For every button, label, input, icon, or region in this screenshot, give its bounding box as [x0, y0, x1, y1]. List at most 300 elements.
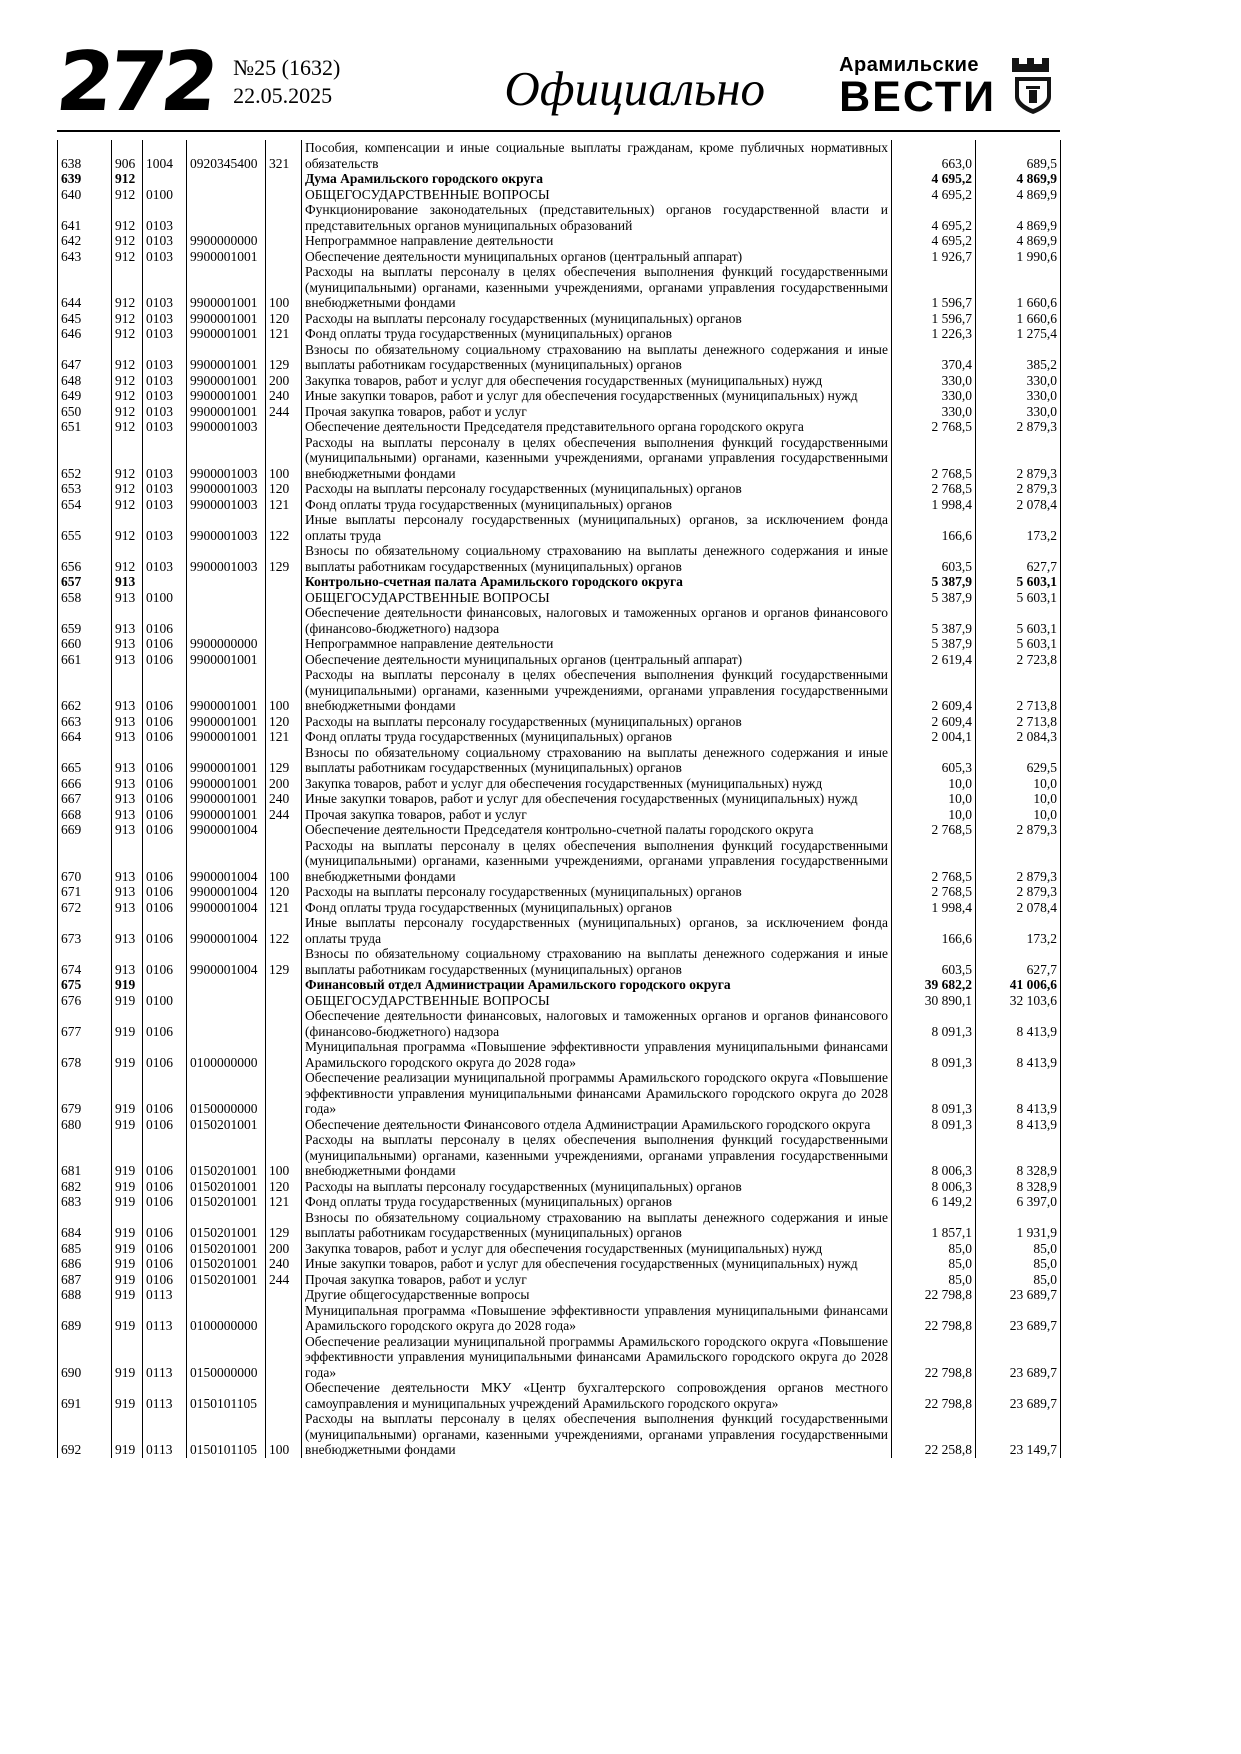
cell-grbs: 919 — [112, 1008, 143, 1039]
cell-n: 665 — [58, 745, 112, 776]
cell-grbs: 913 — [112, 590, 143, 606]
cell-name: Расходы на выплаты персоналу в целях обеспечения выполнения функций государственными (муниципальными) органами, казенными учреждениями, органами управления государственными внебюджетными фондами — [302, 667, 892, 714]
cell-rz: 0103 — [143, 419, 187, 435]
cell-csr: 0150000000 — [187, 1334, 266, 1381]
cell-vr: 321 — [266, 140, 302, 171]
table-row — [58, 388, 1061, 404]
cell-grbs: 913 — [112, 915, 143, 946]
cell-grbs: 912 — [112, 481, 143, 497]
cell-s1: 2 768,5 — [892, 838, 976, 885]
cell-rz: 0106 — [143, 1241, 187, 1257]
cell-s2: 627,7 — [976, 946, 1061, 977]
cell-s1: 10,0 — [892, 776, 976, 792]
cell-csr: 9900001001 — [187, 249, 266, 265]
cell-csr: 0100000000 — [187, 1039, 266, 1070]
cell-name: Финансовый отдел Администрации Арамильского городского округа — [302, 977, 892, 993]
cell-s2: 5 603,1 — [976, 590, 1061, 606]
cell-grbs: 912 — [112, 435, 143, 482]
cell-s1: 370,4 — [892, 342, 976, 373]
cell-csr: 9900001001 — [187, 791, 266, 807]
cell-grbs: 906 — [112, 140, 143, 171]
cell-n: 638 — [58, 140, 112, 171]
cell-s1: 4 695,2 — [892, 171, 976, 187]
cell-name: Расходы на выплаты персоналу в целях обеспечения выполнения функций государственными (муниципальными) органами, казенными учреждениями, органами управления государственными внебюджетными фондами — [302, 435, 892, 482]
cell-n: 661 — [58, 652, 112, 668]
cell-grbs: 919 — [112, 1411, 143, 1458]
cell-grbs: 912 — [112, 373, 143, 389]
cell-s1: 22 798,8 — [892, 1303, 976, 1334]
table-row — [58, 1179, 1061, 1195]
cell-s1: 2 768,5 — [892, 435, 976, 482]
cell-n: 662 — [58, 667, 112, 714]
brand-name — [839, 54, 996, 121]
cell-csr — [187, 977, 266, 993]
table-row — [58, 977, 1061, 993]
cell-csr: 0150201001 — [187, 1241, 266, 1257]
cell-name: Расходы на выплаты персоналу в целях обеспечения выполнения функций государственными (муниципальными) органами, казенными учреждениями, органами управления государственными внебюджетными фондами — [302, 838, 892, 885]
table-row — [58, 1303, 1061, 1334]
cell-name: Иные выплаты персоналу государственных (муниципальных) органов, за исключением фонда оплаты труда — [302, 512, 892, 543]
cell-name: Взносы по обязательному социальному страхованию на выплаты денежного содержания и иные выплаты работникам государственных (муниципальных) органов — [302, 543, 892, 574]
cell-s1: 603,5 — [892, 543, 976, 574]
cell-grbs: 913 — [112, 636, 143, 652]
table-row — [58, 822, 1061, 838]
cell-s2: 5 603,1 — [976, 574, 1061, 590]
issue-number: №25 (1632) — [233, 55, 341, 80]
cell-s1: 1 226,3 — [892, 326, 976, 342]
cell-grbs: 912 — [112, 497, 143, 513]
cell-csr: 0150101105 — [187, 1380, 266, 1411]
cell-s2: 4 869,9 — [976, 187, 1061, 203]
cell-s1: 30 890,1 — [892, 993, 976, 1009]
table-row — [58, 636, 1061, 652]
cell-n: 642 — [58, 233, 112, 249]
cell-vr: 121 — [266, 729, 302, 745]
cell-grbs: 912 — [112, 512, 143, 543]
cell-n: 684 — [58, 1210, 112, 1241]
cell-vr — [266, 1334, 302, 1381]
cell-vr: 100 — [266, 264, 302, 311]
cell-s2: 385,2 — [976, 342, 1061, 373]
table-row — [58, 1334, 1061, 1381]
cell-s1: 1 926,7 — [892, 249, 976, 265]
cell-rz: 0106 — [143, 667, 187, 714]
table-row — [58, 404, 1061, 420]
cell-s1: 2 768,5 — [892, 419, 976, 435]
cell-grbs: 919 — [112, 1132, 143, 1179]
cell-n: 690 — [58, 1334, 112, 1381]
cell-grbs: 913 — [112, 667, 143, 714]
cell-s1: 8 006,3 — [892, 1179, 976, 1195]
table-row — [58, 776, 1061, 792]
cell-rz: 0103 — [143, 202, 187, 233]
section-title: Официально — [504, 61, 766, 116]
cell-grbs: 913 — [112, 605, 143, 636]
page-header — [52, 35, 1060, 130]
cell-csr: 9900001001 — [187, 652, 266, 668]
cell-n: 682 — [58, 1179, 112, 1195]
cell-name: Фонд оплаты труда государственных (муниципальных) органов — [302, 900, 892, 916]
cell-s2: 8 413,9 — [976, 1117, 1061, 1133]
cell-name: Обеспечение деятельности МКУ «Центр бухгалтерского сопровождения органов местного самоуправления и муниципальных учреждений Арамильского городского округа» — [302, 1380, 892, 1411]
cell-rz: 0113 — [143, 1287, 187, 1303]
cell-vr: 121 — [266, 497, 302, 513]
cell-s2: 10,0 — [976, 776, 1061, 792]
cell-csr: 0920345400 — [187, 140, 266, 171]
cell-vr: 100 — [266, 838, 302, 885]
cell-csr — [187, 993, 266, 1009]
cell-n: 680 — [58, 1117, 112, 1133]
cell-n: 666 — [58, 776, 112, 792]
cell-grbs: 913 — [112, 946, 143, 977]
cell-s1: 8 091,3 — [892, 1070, 976, 1117]
cell-grbs: 919 — [112, 1194, 143, 1210]
cell-csr: 9900001004 — [187, 822, 266, 838]
cell-csr: 9900001004 — [187, 946, 266, 977]
cell-name: Пособия, компенсации и иные социальные выплаты гражданам, кроме публичных нормативных обязательств — [302, 140, 892, 171]
cell-rz: 0106 — [143, 636, 187, 652]
table-row — [58, 714, 1061, 730]
cell-n: 668 — [58, 807, 112, 823]
table-row — [58, 652, 1061, 668]
issue-date: 22.05.2025 — [233, 83, 333, 108]
cell-csr: 9900001001 — [187, 311, 266, 327]
cell-grbs: 919 — [112, 1117, 143, 1133]
cell-vr: 121 — [266, 900, 302, 916]
cell-rz — [143, 171, 187, 187]
cell-vr: 120 — [266, 481, 302, 497]
cell-csr — [187, 202, 266, 233]
cell-s1: 2 768,5 — [892, 481, 976, 497]
cell-name: Дума Арамильского городского округа — [302, 171, 892, 187]
cell-vr — [266, 1008, 302, 1039]
cell-name: Расходы на выплаты персоналу государственных (муниципальных) органов — [302, 884, 892, 900]
cell-rz: 0103 — [143, 233, 187, 249]
cell-name: Иные закупки товаров, работ и услуг для обеспечения государственных (муниципальных) нужд — [302, 791, 892, 807]
cell-n: 660 — [58, 636, 112, 652]
table-row — [58, 1132, 1061, 1179]
cell-s2: 23 689,7 — [976, 1303, 1061, 1334]
table-row — [58, 574, 1061, 590]
cell-name: Обеспечение деятельности Председателя представительного органа городского округа — [302, 419, 892, 435]
cell-n: 639 — [58, 171, 112, 187]
cell-csr: 9900001001 — [187, 745, 266, 776]
cell-name: Фонд оплаты труда государственных (муниципальных) органов — [302, 497, 892, 513]
cell-name: ОБЩЕГОСУДАРСТВЕННЫЕ ВОПРОСЫ — [302, 993, 892, 1009]
cell-s1: 2 768,5 — [892, 884, 976, 900]
table-row — [58, 171, 1061, 187]
table-row — [58, 543, 1061, 574]
cell-s1: 4 695,2 — [892, 233, 976, 249]
cell-s2: 629,5 — [976, 745, 1061, 776]
table-row — [58, 1411, 1061, 1458]
cell-vr — [266, 171, 302, 187]
cell-n: 663 — [58, 714, 112, 730]
cell-vr: 120 — [266, 714, 302, 730]
cell-s2: 23 689,7 — [976, 1287, 1061, 1303]
table-row — [58, 1194, 1061, 1210]
cell-s1: 22 798,8 — [892, 1380, 976, 1411]
cell-s1: 6 149,2 — [892, 1194, 976, 1210]
cell-n: 685 — [58, 1241, 112, 1257]
cell-rz: 0103 — [143, 497, 187, 513]
table-row — [58, 1117, 1061, 1133]
cell-n: 678 — [58, 1039, 112, 1070]
cell-s1: 10,0 — [892, 791, 976, 807]
cell-s2: 2 078,4 — [976, 497, 1061, 513]
cell-n: 673 — [58, 915, 112, 946]
cell-grbs: 913 — [112, 714, 143, 730]
cell-n: 650 — [58, 404, 112, 420]
cell-grbs: 913 — [112, 900, 143, 916]
cell-csr: 9900001001 — [187, 373, 266, 389]
cell-s2: 1 990,6 — [976, 249, 1061, 265]
cell-csr: 0150201001 — [187, 1272, 266, 1288]
cell-grbs: 912 — [112, 233, 143, 249]
cell-grbs: 919 — [112, 1287, 143, 1303]
cell-s2: 5 603,1 — [976, 605, 1061, 636]
cell-rz: 0106 — [143, 900, 187, 916]
cell-rz: 0103 — [143, 481, 187, 497]
table-row — [58, 435, 1061, 482]
cell-vr — [266, 249, 302, 265]
cell-grbs: 919 — [112, 977, 143, 993]
cell-s2: 4 869,9 — [976, 171, 1061, 187]
cell-grbs: 919 — [112, 993, 143, 1009]
cell-vr: 240 — [266, 1256, 302, 1272]
cell-s2: 8 328,9 — [976, 1132, 1061, 1179]
cell-s1: 605,3 — [892, 745, 976, 776]
cell-s2: 23 149,7 — [976, 1411, 1061, 1458]
cell-s2: 85,0 — [976, 1241, 1061, 1257]
cell-csr: 9900001004 — [187, 915, 266, 946]
cell-name: Закупка товаров, работ и услуг для обеспечения государственных (муниципальных) нужд — [302, 776, 892, 792]
table-row — [58, 311, 1061, 327]
table-row — [58, 900, 1061, 916]
cell-s2: 330,0 — [976, 373, 1061, 389]
cell-name: Взносы по обязательному социальному страхованию на выплаты денежного содержания и иные выплаты работникам государственных (муниципальных) органов — [302, 745, 892, 776]
cell-csr: 0150101105 — [187, 1411, 266, 1458]
cell-vr: 120 — [266, 1179, 302, 1195]
cell-n: 675 — [58, 977, 112, 993]
cell-vr — [266, 993, 302, 1009]
cell-grbs: 919 — [112, 1241, 143, 1257]
cell-grbs: 913 — [112, 838, 143, 885]
cell-s1: 1 857,1 — [892, 1210, 976, 1241]
cell-n: 692 — [58, 1411, 112, 1458]
cell-rz: 0106 — [143, 1256, 187, 1272]
cell-vr — [266, 605, 302, 636]
cell-csr: 9900001001 — [187, 776, 266, 792]
cell-name: Расходы на выплаты персоналу в целях обеспечения выполнения функций государственными (муниципальными) органами, казенными учреждениями, органами управления государственными внебюджетными фондами — [302, 1132, 892, 1179]
cell-grbs: 913 — [112, 745, 143, 776]
cell-rz: 0106 — [143, 822, 187, 838]
cell-name: Функционирование законодательных (представительных) органов государственной власти и представительных органов муниципальных образований — [302, 202, 892, 233]
cell-rz: 0106 — [143, 884, 187, 900]
cell-rz: 0103 — [143, 404, 187, 420]
cell-s2: 1 660,6 — [976, 264, 1061, 311]
cell-rz: 1004 — [143, 140, 187, 171]
table-row — [58, 884, 1061, 900]
table-row — [58, 202, 1061, 233]
cell-grbs: 913 — [112, 574, 143, 590]
cell-n: 646 — [58, 326, 112, 342]
cell-s2: 8 328,9 — [976, 1179, 1061, 1195]
cell-vr: 129 — [266, 946, 302, 977]
cell-csr: 9900001001 — [187, 264, 266, 311]
cell-s2: 1 931,9 — [976, 1210, 1061, 1241]
table-row — [58, 373, 1061, 389]
cell-grbs: 912 — [112, 419, 143, 435]
cell-s2: 4 869,9 — [976, 202, 1061, 233]
cell-rz: 0106 — [143, 791, 187, 807]
cell-n: 671 — [58, 884, 112, 900]
cell-s1: 1 998,4 — [892, 497, 976, 513]
cell-n: 643 — [58, 249, 112, 265]
cell-s1: 85,0 — [892, 1256, 976, 1272]
cell-grbs: 912 — [112, 187, 143, 203]
issue-block — [233, 46, 340, 120]
cell-s2: 2 713,8 — [976, 667, 1061, 714]
table-row — [58, 497, 1061, 513]
cell-s2: 4 869,9 — [976, 233, 1061, 249]
cell-csr: 9900001001 — [187, 342, 266, 373]
cell-csr: 9900001001 — [187, 404, 266, 420]
cell-name: Обеспечение деятельности Председателя контрольно-счетной палаты городского округа — [302, 822, 892, 838]
cell-s2: 23 689,7 — [976, 1380, 1061, 1411]
cell-csr — [187, 187, 266, 203]
cell-n: 664 — [58, 729, 112, 745]
cell-s1: 166,6 — [892, 915, 976, 946]
cell-rz: 0106 — [143, 1194, 187, 1210]
cell-rz: 0113 — [143, 1380, 187, 1411]
cell-csr — [187, 574, 266, 590]
cell-n: 687 — [58, 1272, 112, 1288]
cell-name: ОБЩЕГОСУДАРСТВЕННЫЕ ВОПРОСЫ — [302, 590, 892, 606]
cell-n: 645 — [58, 311, 112, 327]
cell-n: 691 — [58, 1380, 112, 1411]
cell-n: 688 — [58, 1287, 112, 1303]
cell-vr — [266, 1303, 302, 1334]
cell-grbs: 912 — [112, 543, 143, 574]
budget-table-body — [58, 140, 1061, 1458]
cell-csr — [187, 590, 266, 606]
cell-rz: 0100 — [143, 590, 187, 606]
cell-name: Расходы на выплаты персоналу государственных (муниципальных) органов — [302, 714, 892, 730]
cell-n: 657 — [58, 574, 112, 590]
cell-name: Прочая закупка товаров, работ и услуг — [302, 807, 892, 823]
cell-s2: 2 879,3 — [976, 884, 1061, 900]
cell-s1: 5 387,9 — [892, 574, 976, 590]
cell-csr: 0150000000 — [187, 1070, 266, 1117]
cell-csr: 9900001003 — [187, 419, 266, 435]
cell-csr: 0150201001 — [187, 1194, 266, 1210]
cell-rz — [143, 574, 187, 590]
cell-s2: 2 713,8 — [976, 714, 1061, 730]
cell-name: Расходы на выплаты персоналу в целях обеспечения выполнения функций государственными (муниципальными) органами, казенными учреждениями, органами управления государственными внебюджетными фондами — [302, 1411, 892, 1458]
cell-s1: 8 091,3 — [892, 1117, 976, 1133]
table-row — [58, 1070, 1061, 1117]
cell-s2: 173,2 — [976, 512, 1061, 543]
cell-rz: 0106 — [143, 807, 187, 823]
cell-grbs: 913 — [112, 791, 143, 807]
table-row — [58, 791, 1061, 807]
cell-grbs: 913 — [112, 652, 143, 668]
header-divider — [57, 130, 1060, 132]
cell-csr: 9900001004 — [187, 884, 266, 900]
cell-s1: 39 682,2 — [892, 977, 976, 993]
cell-grbs: 919 — [112, 1070, 143, 1117]
cell-s2: 2 723,8 — [976, 652, 1061, 668]
cell-s1: 1 596,7 — [892, 264, 976, 311]
cell-n: 674 — [58, 946, 112, 977]
cell-name: Расходы на выплаты персоналу государственных (муниципальных) органов — [302, 311, 892, 327]
cell-rz: 0100 — [143, 187, 187, 203]
cell-n: 651 — [58, 419, 112, 435]
cell-name: Взносы по обязательному социальному страхованию на выплаты денежного содержания и иные выплаты работникам государственных (муниципальных) органов — [302, 946, 892, 977]
cell-s1: 8 091,3 — [892, 1039, 976, 1070]
table-row — [58, 342, 1061, 373]
cell-n: 654 — [58, 497, 112, 513]
cell-name: ОБЩЕГОСУДАРСТВЕННЫЕ ВОПРОСЫ — [302, 187, 892, 203]
cell-csr: 9900001001 — [187, 714, 266, 730]
cell-vr — [266, 419, 302, 435]
budget-table — [57, 140, 1061, 1458]
cell-s2: 2 879,3 — [976, 838, 1061, 885]
cell-n: 669 — [58, 822, 112, 838]
cell-s1: 603,5 — [892, 946, 976, 977]
cell-s2: 627,7 — [976, 543, 1061, 574]
cell-n: 667 — [58, 791, 112, 807]
cell-n: 652 — [58, 435, 112, 482]
cell-vr: 129 — [266, 543, 302, 574]
cell-csr — [187, 1008, 266, 1039]
cell-s1: 330,0 — [892, 388, 976, 404]
cell-n: 653 — [58, 481, 112, 497]
cell-s2: 330,0 — [976, 404, 1061, 420]
cell-csr — [187, 171, 266, 187]
cell-name: Контрольно-счетная палата Арамильского городского округа — [302, 574, 892, 590]
cell-s2: 8 413,9 — [976, 1070, 1061, 1117]
cell-name: Закупка товаров, работ и услуг для обеспечения государственных (муниципальных) нужд — [302, 373, 892, 389]
cell-s2: 173,2 — [976, 915, 1061, 946]
brand-top-line: Арамильские — [839, 54, 980, 76]
cell-s1: 85,0 — [892, 1241, 976, 1257]
cell-rz: 0106 — [143, 838, 187, 885]
cell-s1: 4 695,2 — [892, 202, 976, 233]
cell-grbs: 912 — [112, 404, 143, 420]
cell-n: 648 — [58, 373, 112, 389]
table-row — [58, 946, 1061, 977]
cell-vr: 100 — [266, 1132, 302, 1179]
cell-n: 644 — [58, 264, 112, 311]
cell-rz: 0106 — [143, 1210, 187, 1241]
table-row — [58, 1256, 1061, 1272]
cell-csr: 0150201001 — [187, 1179, 266, 1195]
cell-s2: 2 879,3 — [976, 419, 1061, 435]
cell-vr — [266, 1117, 302, 1133]
cell-vr: 100 — [266, 667, 302, 714]
cell-csr: 0150201001 — [187, 1256, 266, 1272]
cell-name: Муниципальная программа «Повышение эффективности управления муниципальными финансами Арамильского городского округа до 2028 года» — [302, 1303, 892, 1334]
cell-name: Обеспечение реализации муниципальной программы Арамильского городского округа «Повышение эффективности управления муниципальными финансами Арамильского городского округа до 2028 года» — [302, 1070, 892, 1117]
table-row — [58, 590, 1061, 606]
cell-name: Обеспечение деятельности муниципальных органов (центральный аппарат) — [302, 652, 892, 668]
cell-s2: 2 078,4 — [976, 900, 1061, 916]
coat-of-arms-icon — [1006, 55, 1060, 117]
cell-vr: 244 — [266, 1272, 302, 1288]
cell-s2: 23 689,7 — [976, 1334, 1061, 1381]
